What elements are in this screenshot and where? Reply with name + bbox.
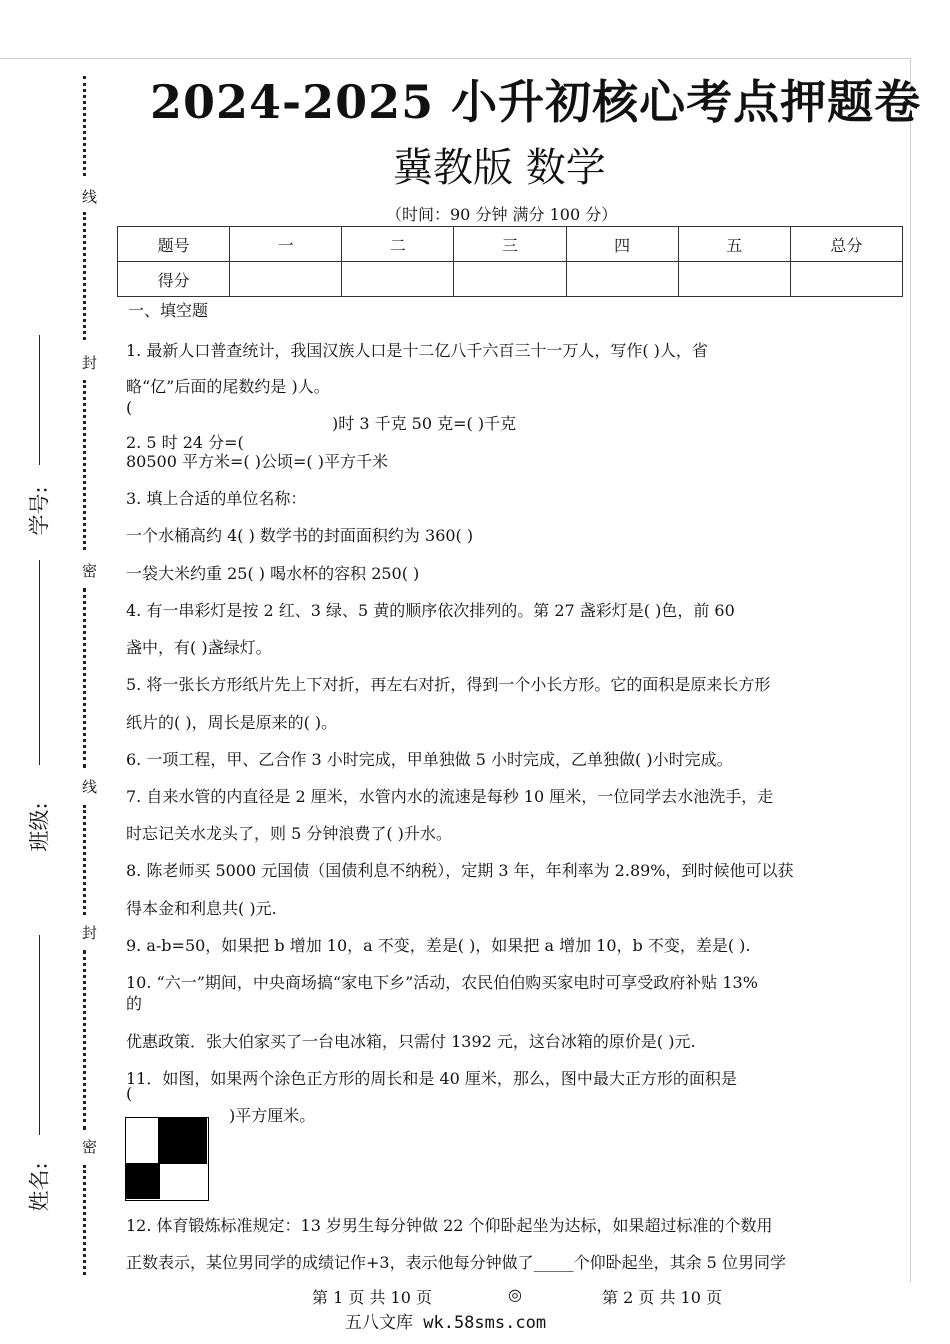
score-cell: 总分 [790, 227, 902, 262]
question-2-paren: ( [126, 398, 133, 417]
question-11-paren: ( [126, 1084, 133, 1103]
question-8-line1: 8. 陈老师买 5000 元国债（国债利息不纳税），定期 3 年，年利率为 2.89%，到时候他可以获 [126, 861, 794, 880]
score-input-cell[interactable] [790, 262, 902, 297]
score-cell: 四 [566, 227, 678, 262]
score-cell: 三 [454, 227, 566, 262]
score-input-cell[interactable] [342, 262, 454, 297]
score-table [117, 226, 903, 297]
gutter-char-xian: 线 [82, 188, 98, 206]
square-figure [125, 1117, 209, 1201]
question-11-line2: )平方厘米。 [229, 1106, 316, 1125]
footer-symbol: ◎ [508, 1285, 522, 1304]
score-input-cell[interactable] [454, 262, 566, 297]
binding-dotted-line [83, 380, 86, 550]
name-label: 姓名: [27, 1162, 52, 1212]
question-1-line1: 1. 最新人口普查统计，我国汉族人口是十二亿八千六百三十一万人，写作( )人，省 [126, 341, 708, 360]
exam-meta: （时间：90 分钟 满分 100 分） [386, 205, 618, 224]
question-2-line-a: )时 3 千克 50 克=( )千克 [332, 414, 517, 433]
score-cell: 得分 [118, 262, 230, 297]
figure-shaded-square-large [159, 1118, 207, 1164]
score-input-cell[interactable] [230, 262, 342, 297]
exam-title: 2024-2025 小升初核心考点押题卷 [150, 75, 922, 129]
question-2-line-c: 80500 平方米=( )公顷=( )平方千米 [126, 452, 388, 471]
score-input-cell[interactable] [566, 262, 678, 297]
score-cell: 题号 [118, 227, 230, 262]
class-line [39, 560, 40, 765]
question-12-line2: 正数表示，某位男同学的成绩记作+3，表示他每分钟做了_____个仰卧起坐，其余 5 位男同学 [126, 1253, 786, 1272]
question-4-line2: 盏中，有( )盏绿灯。 [126, 638, 272, 657]
question-1-line2: 略“亿”后面的尾数约是 )人。 [126, 377, 330, 396]
question-11-line1: 11．如图，如果两个涂色正方形的周长和是 40 厘米，那么，图中最大正方形的面积是 [126, 1069, 737, 1088]
exam-subtitle: 冀教版 数学 [393, 145, 606, 191]
page-number-right: 第 2 页 共 10 页 [602, 1288, 722, 1307]
question-4-line1: 4. 有一串彩灯是按 2 红、3 绿、5 黄的顺序依次排列的。第 27 盏彩灯是( )色，前 60 [126, 601, 735, 620]
binding-dotted-line [83, 76, 86, 176]
name-line [39, 935, 40, 1135]
binding-dotted-line [83, 805, 86, 915]
gutter-char-feng: 封 [82, 354, 98, 372]
question-10-line1: 10. “六一”期间，中央商场搞“家电下乡”活动，农民伯伯购买家电时可享受政府补贴 13% [126, 973, 758, 992]
question-2-line-b: 2. 5 时 24 分=( [126, 433, 244, 452]
question-12-line1: 12. 体育锻炼标准规定：13 岁男生每分钟做 22 个仰卧起坐为达标，如果超过标准的个数用 [126, 1216, 773, 1235]
binding-dotted-line [83, 212, 86, 340]
question-3-line2: 一个水桶高约 4( ) 数学书的封面面积约为 360( ) [126, 526, 474, 545]
watermark-text: 五八文库 wk.58sms.com [345, 1313, 547, 1333]
figure-white-square [126, 1118, 159, 1164]
figure-white-rect [159, 1164, 207, 1199]
binding-dotted-line [83, 588, 86, 768]
question-6: 6. 一项工程，甲、乙合作 3 小时完成，甲单独做 5 小时完成，乙单独做( )小时完成。 [126, 750, 733, 769]
page-number-left: 第 1 页 共 10 页 [312, 1288, 432, 1307]
page-border-top [0, 58, 910, 59]
question-9: 9. a-b=50，如果把 b 增加 10，a 不变，差是( )，如果把 a 增加 10，b 不变，差是( ). [126, 936, 751, 955]
question-3-line1: 3. 填上合适的单位名称： [126, 489, 307, 508]
gutter-char-xian: 线 [82, 778, 98, 796]
page-border-right [910, 58, 911, 1282]
question-7-line2: 时忘记关水龙头了，则 5 分钟浪费了( )升水。 [126, 824, 452, 843]
class-label: 班级: [27, 802, 52, 852]
question-7-line1: 7. 自来水管的内直径是 2 厘米，水管内水的流速是每秒 10 厘米，一位同学去水池洗手，走 [126, 787, 774, 806]
score-cell: 五 [678, 227, 790, 262]
question-3-line3: 一袋大米约重 25( ) 喝水杯的容积 250( ) [126, 564, 420, 583]
figure-shaded-square-small [126, 1164, 159, 1199]
binding-dotted-line [83, 950, 86, 1130]
binding-dotted-line [83, 1165, 86, 1275]
section-title: 一、填空题 [128, 301, 209, 320]
question-10-line1b: 的 [126, 994, 143, 1013]
score-cell: 一 [230, 227, 342, 262]
score-cell: 二 [342, 227, 454, 262]
gutter-char-feng: 封 [82, 924, 98, 942]
question-5-line1: 5. 将一张长方形纸片先上下对折，再左右对折，得到一个小长方形。它的面积是原来长方形 [126, 675, 771, 694]
gutter-char-mi: 密 [82, 1138, 98, 1156]
student-id-line [39, 335, 40, 465]
student-id-label: 学号: [27, 486, 52, 536]
question-5-line2: 纸片的( )，周长是原来的( )。 [126, 713, 338, 732]
gutter-char-mi: 密 [82, 562, 98, 580]
question-8-line2: 得本金和利息共( )元. [126, 899, 277, 918]
score-input-cell[interactable] [678, 262, 790, 297]
score-table-score-row [118, 262, 903, 297]
score-table-header-row [118, 227, 903, 262]
question-10-line2: 优惠政策．张大伯家买了一台电冰箱，只需付 1392 元，这台冰箱的原价是( )元. [126, 1032, 696, 1051]
